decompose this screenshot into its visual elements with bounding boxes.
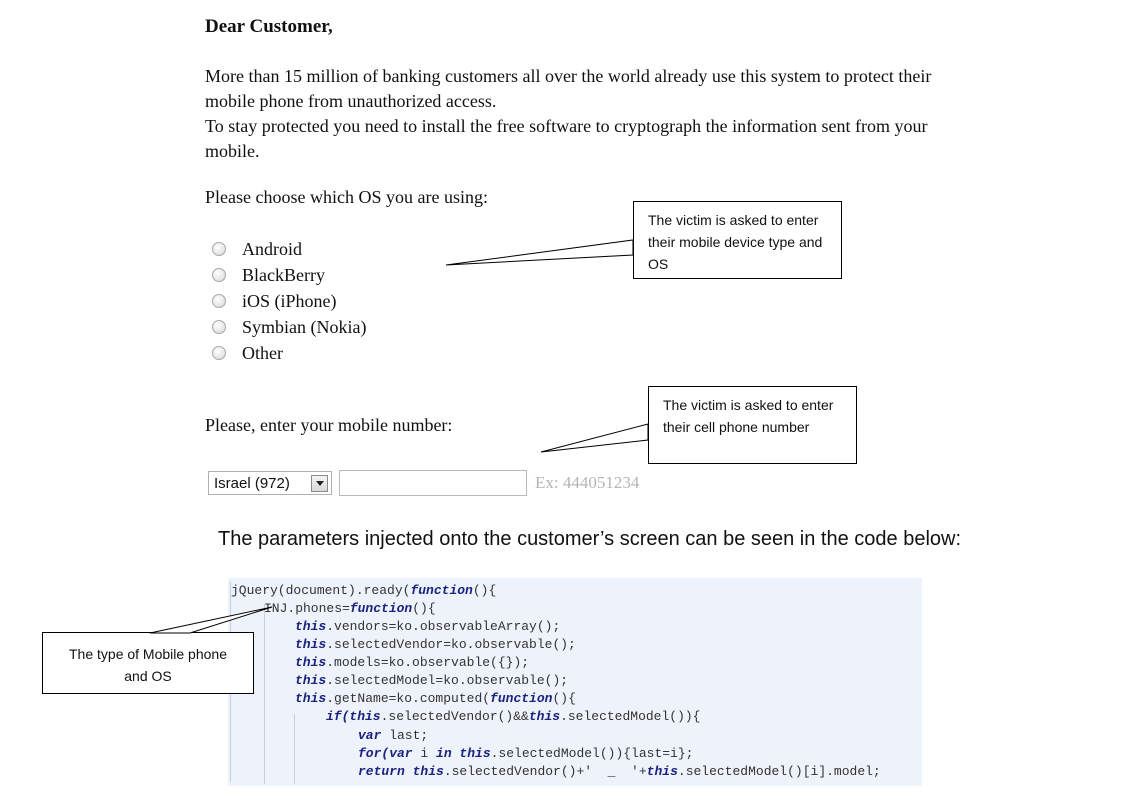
code-line-11: return this.selectedVendor()+' _ '+this.selectedModel()[i].model; [358,764,881,779]
number-question: Please, enter your mobile number: [205,415,453,435]
code-line-9: var last; [358,728,429,743]
phone-callout-pointer [541,424,648,452]
code-callout-pointer [150,607,272,633]
paragraph-line-2: To stay protected you need to install the free software to cryptograph the information sent from your mobile. [205,116,928,161]
code-line-10: for(var i in this.selectedModel()){last=i}; [358,746,694,761]
code-line-8: if(this.selectedVendor()&&this.selectedModel()){ [326,709,701,724]
code-line-6: this.selectedModel=ko.observable(); [295,673,569,688]
os-callout-pointer [446,240,633,265]
callout-text: The victim is asked to enter their cell phone number [663,397,834,435]
code-line-7: this.getName=ko.computed(function(){ [295,691,576,706]
code-line-5: this.models=ko.observable({}); [295,655,530,670]
code-line-4: this.selectedVendor=ko.observable(); [295,637,576,652]
country-code-value: Israel (972) [214,474,290,492]
os-option-label: BlackBerry [242,264,325,285]
callout-text: The victim is asked to enter their mobile device type and OS [648,212,823,272]
os-option-label: iOS (iPhone) [242,290,337,311]
os-option-label: Symbian (Nokia) [242,316,367,337]
os-question: Please choose which OS you are using: [205,187,488,207]
paragraph-line-1: More than 15 million of banking customers all over the world already use this system to protect their mobile phone from unauthorized access. [205,66,932,111]
code-line-2: INJ.phones=function(){ [264,601,436,616]
os-option-label: Android [242,238,302,259]
phone-example-hint: Ex: 444051234 [535,473,640,492]
code-caption: The parameters injected onto the customer’s screen can be seen in the code below: [218,528,962,550]
greeting: Dear Customer, [205,16,333,37]
callout-text: The type of Mobile phone and OS [69,646,227,684]
code-line-3: this.vendors=ko.observableArray(); [295,619,561,634]
code-line-1: jQuery(document).ready(function(){ [231,583,497,598]
os-option-label: Other [242,342,283,363]
